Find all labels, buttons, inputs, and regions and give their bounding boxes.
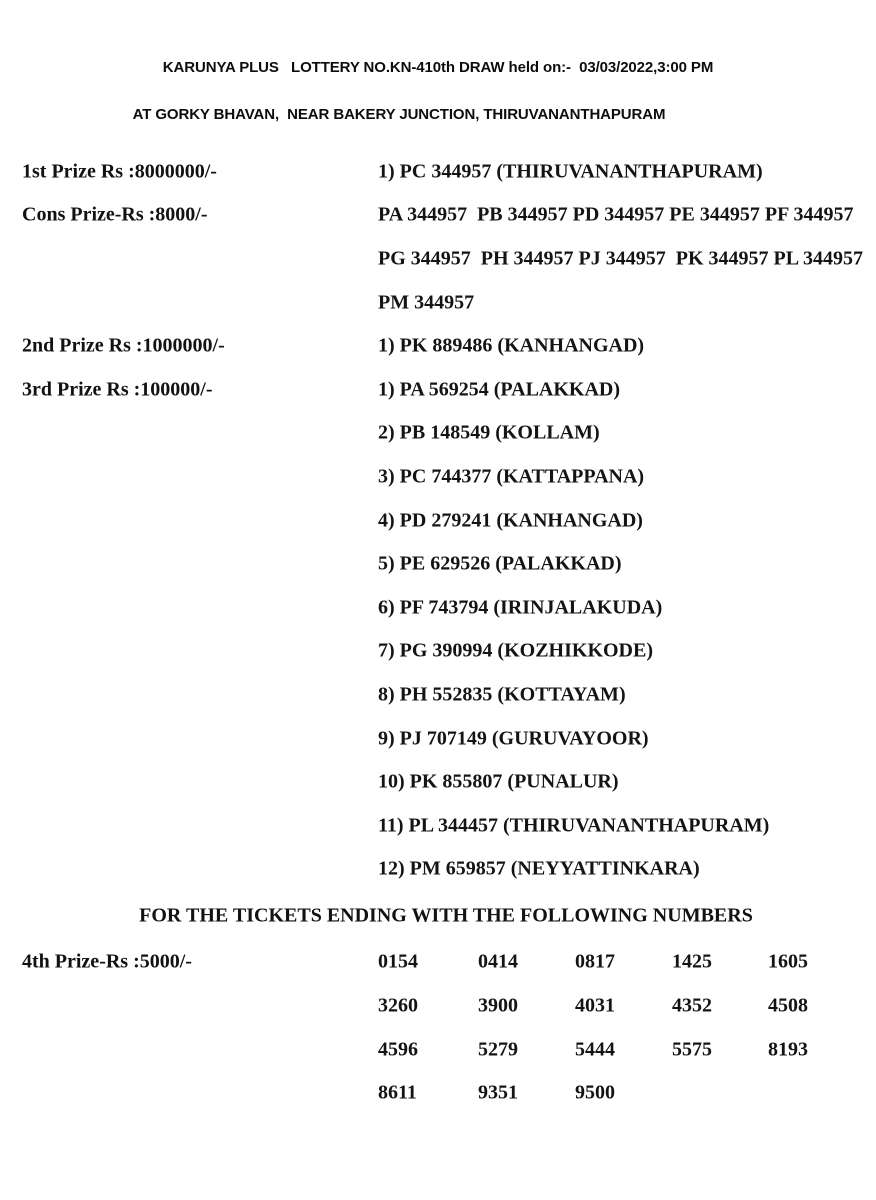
third-prize-winner: 7) PG 390994 (KOZHIKKODE) [378, 639, 653, 662]
third-prize-label: 3rd Prize Rs :100000/- [22, 378, 213, 401]
row-consolation-prize [0, 194, 876, 238]
fourth-prize-number: 4031 [575, 994, 615, 1017]
fourth-prize-number: 1605 [768, 950, 808, 973]
document-title: KARUNYA PLUS LOTTERY NO.KN-410th DRAW held on:- 03/03/2022,3:00 PM [162, 59, 714, 76]
tickets-ending-heading: FOR THE TICKETS ENDING WITH THE FOLLOWING NUMBERS [139, 904, 753, 927]
fourth-prize-label: 4th Prize-Rs :5000/- [22, 950, 192, 973]
third-prize-winner: 9) PJ 707149 (GURUVAYOOR) [378, 727, 649, 750]
row-fourth-prize-numbers [0, 1071, 876, 1115]
fourth-prize-number: 5575 [672, 1038, 712, 1061]
consolation-prize-label: Cons Prize-Rs :8000/- [22, 203, 208, 226]
row-fourth-prize [0, 941, 876, 985]
row-third-prize-winner [0, 848, 876, 892]
third-prize-winner: 8) PH 552835 (KOTTAYAM) [378, 683, 626, 706]
row-section-heading [0, 894, 876, 938]
third-prize-winner: 3) PC 744377 (KATTAPPANA) [378, 465, 645, 488]
row-third-prize-winner [0, 412, 876, 456]
fourth-prize-number: 0817 [575, 950, 615, 973]
fourth-prize-number: 5444 [575, 1038, 615, 1061]
third-prize-winner: 1) PA 569254 (PALAKKAD) [378, 378, 621, 401]
row-third-prize-winner [0, 499, 876, 543]
row-third-prize-winner [0, 586, 876, 630]
document-venue: AT GORKY BHAVAN, NEAR BAKERY JUNCTION, THIRUVANANTHAPURAM [132, 106, 666, 123]
row-fourth-prize-numbers [0, 1028, 876, 1072]
fourth-prize-number: 8193 [768, 1038, 808, 1061]
fourth-prize-number: 9351 [478, 1081, 518, 1104]
fourth-prize-number: 4508 [768, 994, 808, 1017]
row-first-prize [0, 150, 876, 194]
fourth-prize-number: 0414 [478, 950, 518, 973]
first-prize-label: 1st Prize Rs :8000000/- [22, 160, 217, 183]
row-second-prize [0, 324, 876, 368]
row-consolation-continued [0, 281, 876, 325]
third-prize-winner: 10) PK 855807 (PUNALUR) [378, 770, 619, 793]
row-third-prize-winner [0, 760, 876, 804]
row-third-prize-winner [0, 542, 876, 586]
third-prize-winner: 12) PM 659857 (NEYYATTINKARA) [378, 857, 700, 880]
prize-results-list [0, 150, 876, 1115]
row-third-prize-winner [0, 630, 876, 674]
row-fourth-prize-numbers [0, 984, 876, 1028]
consolation-winners-line: PM 344957 [378, 291, 475, 314]
row-third-prize-winner [0, 673, 876, 717]
fourth-prize-number: 3900 [478, 994, 518, 1017]
row-third-prize-winner [0, 804, 876, 848]
third-prize-winner: 2) PB 148549 (KOLLAM) [378, 421, 600, 444]
third-prize-winner: 11) PL 344457 (THIRUVANANTHAPURAM) [378, 814, 770, 837]
fourth-prize-number: 5279 [478, 1038, 518, 1061]
third-prize-winner: 5) PE 629526 (PALAKKAD) [378, 552, 622, 575]
second-prize-label: 2nd Prize Rs :1000000/- [22, 334, 225, 357]
third-prize-winner: 6) PF 743794 (IRINJALAKUDA) [378, 596, 663, 619]
third-prize-winner: 4) PD 279241 (KANHANGAD) [378, 509, 643, 532]
fourth-prize-number: 1425 [672, 950, 712, 973]
row-third-prize-winner [0, 717, 876, 761]
second-prize-winner: 1) PK 889486 (KANHANGAD) [378, 334, 645, 357]
consolation-winners-line: PA 344957 PB 344957 PD 344957 PE 344957 PF 344957 [378, 203, 854, 226]
fourth-prize-number: 4596 [378, 1038, 418, 1061]
row-third-prize-winner [0, 455, 876, 499]
row-consolation-continued [0, 237, 876, 281]
fourth-prize-number: 8611 [378, 1081, 417, 1104]
fourth-prize-number: 0154 [378, 950, 418, 973]
first-prize-winner: 1) PC 344957 (THIRUVANANTHAPURAM) [378, 160, 763, 183]
consolation-winners-line: PG 344957 PH 344957 PJ 344957 PK 344957 PL 344957 [378, 247, 863, 270]
fourth-prize-number: 4352 [672, 994, 712, 1017]
fourth-prize-number: 3260 [378, 994, 418, 1017]
fourth-prize-number: 9500 [575, 1081, 615, 1104]
row-third-prize [0, 368, 876, 412]
